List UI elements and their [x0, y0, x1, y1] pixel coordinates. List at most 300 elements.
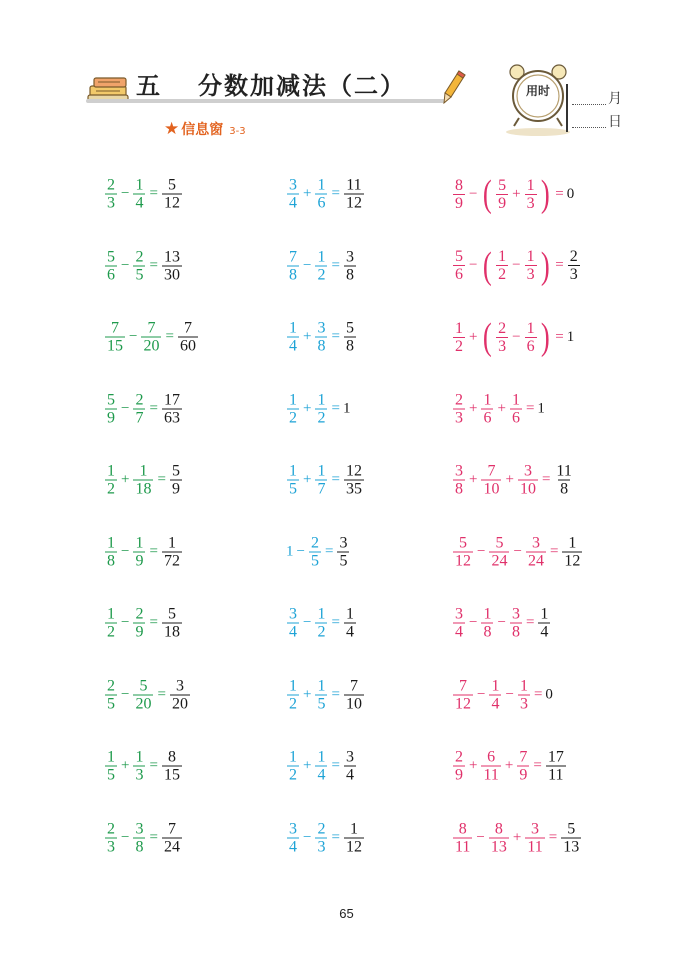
denominator: 2: [317, 623, 326, 641]
numerator: 1: [498, 248, 507, 265]
fraction: [314, 820, 328, 855]
answer-fraction: [343, 606, 357, 641]
fraction: [452, 534, 474, 569]
operator: =: [331, 257, 340, 273]
numerator: 1: [483, 391, 492, 408]
denominator: 3: [107, 194, 115, 212]
denominator: 20: [171, 695, 188, 712]
denominator: 15: [107, 337, 123, 355]
fraction: [452, 749, 466, 784]
numerator: 3: [531, 820, 540, 837]
numerator: 2: [455, 748, 463, 766]
numerator: 12: [345, 462, 362, 480]
numerator: 2: [135, 391, 144, 408]
numerator: 2: [107, 677, 115, 694]
denominator: 9: [519, 766, 528, 784]
answer-fraction: [343, 749, 357, 784]
operator: −: [121, 400, 130, 416]
fraction: [452, 677, 474, 712]
denominator: 9: [107, 409, 115, 426]
numerator: 5: [495, 534, 504, 551]
operator: −: [121, 257, 130, 273]
numerator: 3: [135, 820, 144, 837]
denominator: 3: [526, 266, 535, 283]
numerator: 8: [458, 820, 467, 837]
denominator: 4: [540, 623, 549, 641]
denominator: 5: [310, 552, 319, 569]
denominator: 4: [289, 838, 297, 855]
numerator: 5: [567, 820, 576, 837]
fraction: [286, 177, 300, 212]
numerator: 7: [289, 248, 297, 265]
operator: =: [157, 686, 166, 702]
numerator: 1: [317, 677, 326, 694]
numerator: 1: [519, 677, 528, 694]
exercise-item: [104, 820, 183, 855]
answer-fraction: [169, 463, 183, 498]
operator: −: [129, 328, 138, 345]
denominator: 72: [163, 552, 180, 569]
exercise-item: [286, 820, 365, 855]
answer-fraction: [561, 534, 583, 569]
numerator: 5: [139, 677, 148, 694]
fraction: [452, 463, 466, 498]
numerator: 5: [345, 319, 354, 337]
fraction: [509, 606, 523, 641]
operator: −: [477, 686, 486, 702]
operator: =: [149, 400, 158, 416]
numerator: 1: [135, 534, 144, 551]
operator: =: [555, 257, 564, 273]
answer-fraction: [545, 749, 567, 784]
numerator: 1: [107, 605, 115, 623]
operator: −: [497, 614, 506, 631]
answer-whole: 1: [342, 400, 351, 416]
fraction: [140, 320, 162, 355]
denominator: 11: [483, 766, 499, 784]
parenthesis: ): [540, 173, 550, 215]
exercise-item: [286, 606, 357, 641]
denominator: 12: [345, 838, 362, 855]
operator: =: [149, 257, 158, 273]
numerator: 5: [171, 462, 180, 480]
denominator: 8: [345, 337, 354, 355]
denominator: 8: [455, 480, 463, 498]
answer-fraction: [161, 391, 183, 426]
numerator: 13: [163, 248, 180, 265]
denominator: 3: [107, 838, 115, 855]
numerator: 3: [455, 605, 463, 623]
numerator: 11: [346, 176, 362, 194]
fraction: [132, 534, 146, 569]
fraction: [286, 391, 300, 426]
denominator: 2: [289, 695, 297, 712]
denominator: 6: [526, 337, 535, 355]
denominator: 8: [289, 266, 297, 283]
day-label: 日: [608, 114, 622, 130]
exercise-item: [104, 606, 183, 641]
exercise-item: [104, 177, 183, 212]
numerator: 17: [163, 391, 180, 408]
denominator: 6: [107, 266, 115, 283]
fraction: [104, 820, 118, 855]
denominator: 8: [511, 623, 520, 641]
answer-whole: 1: [566, 328, 575, 345]
denominator: 3: [317, 838, 326, 855]
answer-fraction: [336, 534, 350, 569]
answer-fraction: [177, 320, 199, 355]
denominator: 9: [135, 623, 144, 641]
fraction: [452, 606, 466, 641]
denominator: 5: [107, 695, 115, 712]
fraction: [314, 248, 328, 283]
denominator: 5: [339, 552, 348, 569]
numerator: 1: [349, 820, 358, 837]
exercise-item: [286, 320, 357, 355]
section-name: 信息窗: [181, 122, 224, 138]
numerator: 3: [175, 677, 184, 694]
denominator: 7: [317, 480, 326, 498]
answer-fraction: [343, 177, 365, 212]
page-header: [0, 0, 693, 150]
denominator: 2: [455, 337, 463, 355]
fraction: [480, 463, 502, 498]
numerator: 1: [317, 605, 326, 623]
numerator: 2: [310, 534, 319, 551]
numerator: 1: [317, 248, 326, 265]
operator: +: [497, 400, 506, 416]
answer-fraction: [343, 677, 365, 712]
alarm-clock-icon: [505, 62, 571, 138]
exercise-item: [452, 677, 553, 712]
operator: =: [165, 328, 174, 345]
answer-fraction: [169, 677, 191, 712]
fraction: [308, 534, 322, 569]
numerator: 3: [511, 605, 520, 623]
fraction: [286, 820, 300, 855]
numerator: 1: [289, 462, 297, 480]
numerator: 2: [135, 605, 144, 623]
fraction: [452, 248, 466, 283]
exercise-item: [104, 391, 183, 426]
numerator: 1: [139, 462, 148, 480]
fraction: [524, 248, 538, 283]
denominator: 9: [171, 480, 180, 498]
fraction: [480, 606, 494, 641]
fraction: [314, 391, 328, 426]
denominator: 2: [107, 623, 115, 641]
denominator: 4: [289, 623, 297, 641]
fraction: [517, 677, 531, 712]
exercise-item: [452, 318, 574, 356]
operator: −: [121, 543, 130, 559]
operator: =: [331, 686, 340, 702]
fraction: [132, 177, 146, 212]
parenthesis: ): [540, 316, 550, 358]
operator: =: [149, 185, 158, 202]
operator: −: [303, 829, 312, 845]
denominator: 2: [289, 409, 297, 426]
fraction: [495, 248, 509, 283]
date-divider: [566, 84, 568, 132]
fraction: [104, 320, 126, 355]
denominator: 30: [163, 266, 180, 283]
operator: −: [505, 686, 514, 702]
fraction: [132, 248, 146, 283]
answer-fraction: [161, 749, 183, 784]
operator: =: [541, 471, 551, 488]
numerator: 2: [455, 391, 463, 408]
clock-label: 用时: [525, 84, 550, 98]
denominator: 5: [317, 695, 326, 712]
exercise-item: [104, 320, 199, 355]
operator: +: [469, 471, 478, 488]
numerator: 11: [556, 462, 572, 480]
fraction: [314, 677, 328, 712]
exercise-item: [286, 391, 350, 426]
numerator: 6: [487, 748, 496, 766]
numerator: 17: [547, 748, 564, 766]
exercise-item: [452, 820, 582, 855]
denominator: 4: [455, 623, 463, 641]
denominator: 24: [527, 552, 544, 569]
fraction: [132, 606, 146, 641]
answer-fraction: [537, 606, 551, 641]
fraction: [132, 463, 154, 498]
operator: +: [469, 400, 478, 416]
numerator: 7: [167, 820, 176, 837]
denominator: 8: [560, 480, 569, 498]
chapter-title: [136, 66, 406, 101]
numerator: 1: [568, 534, 577, 551]
denominator: 4: [345, 623, 354, 641]
numerator: 3: [339, 534, 348, 551]
numerator: 1: [345, 605, 354, 623]
denominator: 6: [455, 266, 463, 283]
numerator: 1: [317, 176, 326, 194]
denominator: 20: [135, 695, 152, 712]
exercise-item: [104, 463, 183, 498]
denominator: 3: [455, 409, 463, 426]
answer-fraction: [161, 534, 183, 569]
fraction: [524, 177, 538, 212]
operator: =: [533, 757, 542, 774]
fraction: [517, 463, 539, 498]
fraction: [104, 606, 118, 641]
numerator: 3: [455, 462, 463, 480]
chapter-number: 五: [136, 72, 162, 100]
denominator: 13: [563, 838, 580, 855]
answer-whole: 0: [545, 686, 553, 702]
exercise-item: [286, 534, 350, 569]
operator: =: [324, 543, 334, 559]
denominator: 4: [289, 194, 297, 212]
whole-number: 1: [286, 543, 294, 559]
denominator: 5: [289, 480, 297, 498]
operator: =: [331, 185, 340, 202]
exercise-item: [104, 534, 183, 569]
denominator: 7: [135, 409, 144, 426]
numerator: 3: [523, 462, 532, 480]
exercise-item: [452, 534, 583, 569]
operator: −: [303, 614, 312, 631]
answer-fraction: [567, 248, 581, 283]
numerator: 8: [494, 820, 503, 837]
numerator: 5: [167, 605, 176, 623]
fraction: [509, 391, 523, 426]
operator: =: [149, 757, 158, 774]
operator: −: [296, 543, 305, 559]
numerator: 1: [526, 319, 535, 337]
answer-fraction: [343, 248, 357, 283]
operator: +: [303, 328, 312, 345]
answer-fraction: [161, 248, 183, 283]
fraction: [132, 749, 146, 784]
numerator: 7: [487, 462, 496, 480]
denominator: 63: [163, 409, 180, 426]
denominator: 10: [519, 480, 536, 498]
operator: =: [331, 757, 340, 774]
exercise-item: [452, 749, 567, 784]
operator: =: [533, 686, 543, 702]
numerator: 1: [135, 748, 144, 766]
denominator: 18: [135, 480, 152, 498]
fraction: [495, 320, 509, 355]
denominator: 9: [135, 552, 144, 569]
fraction: [452, 177, 466, 212]
parenthesis: (: [483, 244, 493, 287]
denominator: 15: [163, 766, 180, 784]
operator: +: [303, 686, 312, 702]
operator: −: [121, 185, 130, 202]
denominator: 9: [498, 194, 507, 212]
section-code: 3-3: [229, 126, 246, 137]
numerator: 2: [107, 820, 115, 837]
numerator: 1: [483, 605, 492, 623]
denominator: 12: [345, 194, 362, 212]
numerator: 1: [491, 677, 500, 694]
denominator: 10: [483, 480, 500, 498]
fraction: [488, 677, 502, 712]
fraction: [314, 749, 328, 784]
denominator: 24: [163, 838, 180, 855]
fraction: [314, 463, 328, 498]
fraction: [104, 677, 118, 712]
operator: +: [469, 757, 478, 774]
denominator: 20: [143, 337, 160, 355]
numerator: 1: [317, 748, 326, 766]
exercise-item: [452, 244, 581, 287]
numerator: 3: [531, 534, 540, 551]
denominator: 18: [163, 623, 180, 641]
parenthesis: (: [483, 316, 493, 358]
operator: −: [469, 257, 478, 273]
operator: −: [477, 543, 486, 559]
answer-fraction: [161, 820, 183, 855]
answer-whole: 0: [566, 185, 575, 202]
operator: =: [555, 185, 564, 202]
operator: +: [303, 400, 312, 416]
fraction: [104, 749, 118, 784]
denominator: 6: [317, 194, 326, 212]
numerator: 1: [511, 391, 520, 408]
numerator: 2: [498, 319, 507, 337]
answer-fraction: [343, 820, 365, 855]
fraction: [132, 677, 154, 712]
numerator: 1: [289, 677, 297, 694]
numerator: 1: [135, 176, 144, 194]
fraction: [314, 320, 328, 355]
fraction: [452, 820, 473, 855]
operator: +: [469, 328, 478, 345]
denominator: 4: [491, 695, 500, 712]
operator: =: [549, 543, 559, 559]
numerator: 7: [459, 677, 467, 694]
denominator: 8: [317, 337, 326, 355]
fraction: [286, 749, 300, 784]
denominator: 6: [511, 409, 520, 426]
fraction: [314, 606, 328, 641]
numerator: 1: [540, 605, 549, 623]
fraction: [104, 248, 118, 283]
operator: =: [149, 829, 158, 845]
denominator: 13: [490, 838, 507, 855]
numerator: 3: [289, 820, 297, 837]
operator: −: [121, 686, 130, 702]
fraction: [132, 820, 146, 855]
numerator: 5: [455, 248, 463, 265]
denominator: 11: [455, 838, 471, 855]
numerator: 7: [111, 319, 119, 337]
denominator: 11: [548, 766, 564, 784]
numerator: 3: [289, 176, 297, 194]
operator: =: [331, 614, 340, 631]
parenthesis: (: [483, 173, 493, 215]
numerator: 7: [147, 319, 156, 337]
day-blank: [572, 127, 606, 128]
fraction: [104, 177, 118, 212]
operator: +: [121, 757, 130, 774]
exercise-item: [104, 749, 183, 784]
fraction: [132, 391, 146, 426]
fraction: [488, 820, 510, 855]
fraction: [286, 463, 300, 498]
operator: −: [469, 614, 478, 631]
denominator: 3: [519, 695, 528, 712]
denominator: 9: [455, 194, 463, 212]
answer-fraction: [161, 177, 183, 212]
operator: −: [303, 257, 312, 273]
numerator: 2: [107, 176, 115, 194]
exercise-item: [104, 248, 183, 283]
operator: +: [121, 471, 130, 488]
numerator: 5: [107, 248, 115, 265]
denominator: 5: [135, 266, 144, 283]
operator: =: [555, 328, 564, 345]
operator: −: [512, 257, 521, 273]
denominator: 10: [345, 695, 362, 712]
numerator: 2: [135, 248, 144, 265]
numerator: 5: [167, 176, 176, 194]
month-blank: [572, 104, 606, 105]
fraction: [488, 534, 510, 569]
denominator: 3: [135, 766, 144, 784]
operator: −: [513, 543, 522, 559]
exercise-item: [286, 177, 365, 212]
numerator: 2: [317, 820, 326, 837]
operator: =: [331, 400, 340, 416]
denominator: 5: [107, 766, 115, 784]
